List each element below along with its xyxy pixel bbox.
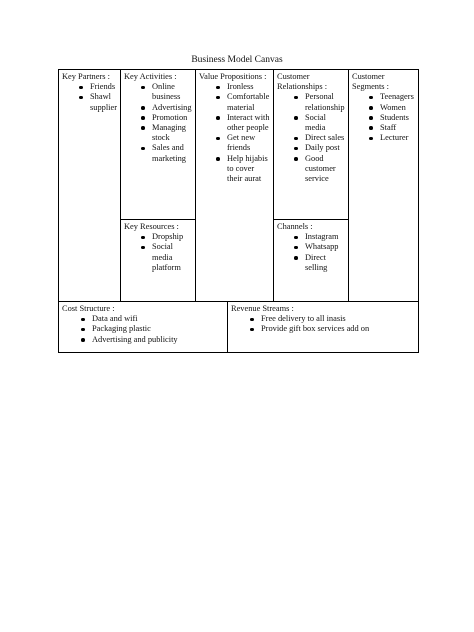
channels-block (274, 220, 349, 301)
customer-segments-heading: Customer Segments : (352, 72, 389, 92)
key-partners-heading: Key Partners : (62, 72, 110, 81)
value-propositions-heading: Value Propositions : (199, 72, 267, 81)
value-propositions-list (199, 82, 270, 184)
list-item: Data and wifi (92, 314, 224, 324)
customer-relationships-heading: Customer Relationships : (277, 72, 328, 92)
list-item: Direct selling (305, 253, 345, 273)
list-item: Staff (380, 123, 415, 133)
list-item: Ironless (227, 82, 270, 92)
key-activities-block (121, 70, 196, 220)
list-item: Free delivery to all inasis (261, 314, 415, 324)
key-resources-list (124, 232, 192, 273)
list-item: Get new friends (227, 133, 270, 153)
cost-structure-block (59, 301, 228, 352)
key-resources-block (121, 220, 196, 301)
list-item: Shawl supplier (90, 92, 117, 112)
customer-relationships-block (274, 70, 349, 220)
list-item: Direct sales (305, 133, 345, 143)
list-item: Good customer service (305, 154, 345, 185)
cost-structure-list (62, 314, 224, 345)
customer-segments-list (352, 92, 415, 143)
list-item: Managing stock (152, 123, 192, 143)
list-item: Social media (305, 113, 345, 133)
revenue-streams-heading: Revenue Streams : (231, 304, 294, 313)
list-item: Interact with other people (227, 112, 270, 133)
customer-segments-block (349, 70, 418, 301)
key-partners-block (59, 70, 121, 301)
list-item: Women (380, 103, 415, 113)
list-item: Packaging plastic (92, 324, 224, 334)
list-item: Provide gift box services add on (261, 324, 415, 334)
list-item: Friends (90, 82, 116, 92)
list-item: Advertising and publicity (92, 335, 224, 345)
list-item: Help hijabis to cover their aurat (227, 154, 270, 185)
cost-structure-heading: Cost Structure : (62, 304, 115, 313)
revenue-streams-block (228, 301, 418, 352)
channels-heading: Channels : (277, 222, 313, 231)
channels-list (277, 232, 345, 273)
customer-relationships-list (277, 92, 345, 184)
key-activities-heading: Key Activities : (124, 72, 177, 81)
list-item: Lecturer (380, 133, 415, 143)
document-title: Business Model Canvas (191, 55, 283, 65)
key-partners-list (62, 82, 117, 113)
key-resources-heading: Key Resources : (124, 222, 179, 231)
revenue-streams-list (231, 314, 415, 334)
list-item: Students (380, 113, 415, 123)
list-item: Promotion (152, 113, 192, 123)
list-item: Instagram (305, 232, 345, 242)
list-item: Sales and marketing (152, 143, 192, 163)
value-propositions-block (196, 70, 274, 301)
list-item: Comfortable material (227, 92, 270, 112)
list-item: Online business (152, 82, 192, 102)
list-item: Whatsapp (305, 242, 345, 252)
list-item: Teenagers (380, 92, 414, 102)
list-item: Personal relationship (305, 92, 345, 112)
list-item: Advertising (152, 102, 192, 112)
list-item: Daily post (305, 143, 345, 153)
list-item: Social media platform (152, 242, 192, 273)
key-activities-list (124, 82, 192, 164)
business-model-canvas (58, 69, 419, 353)
list-item: Dropship (152, 232, 192, 242)
